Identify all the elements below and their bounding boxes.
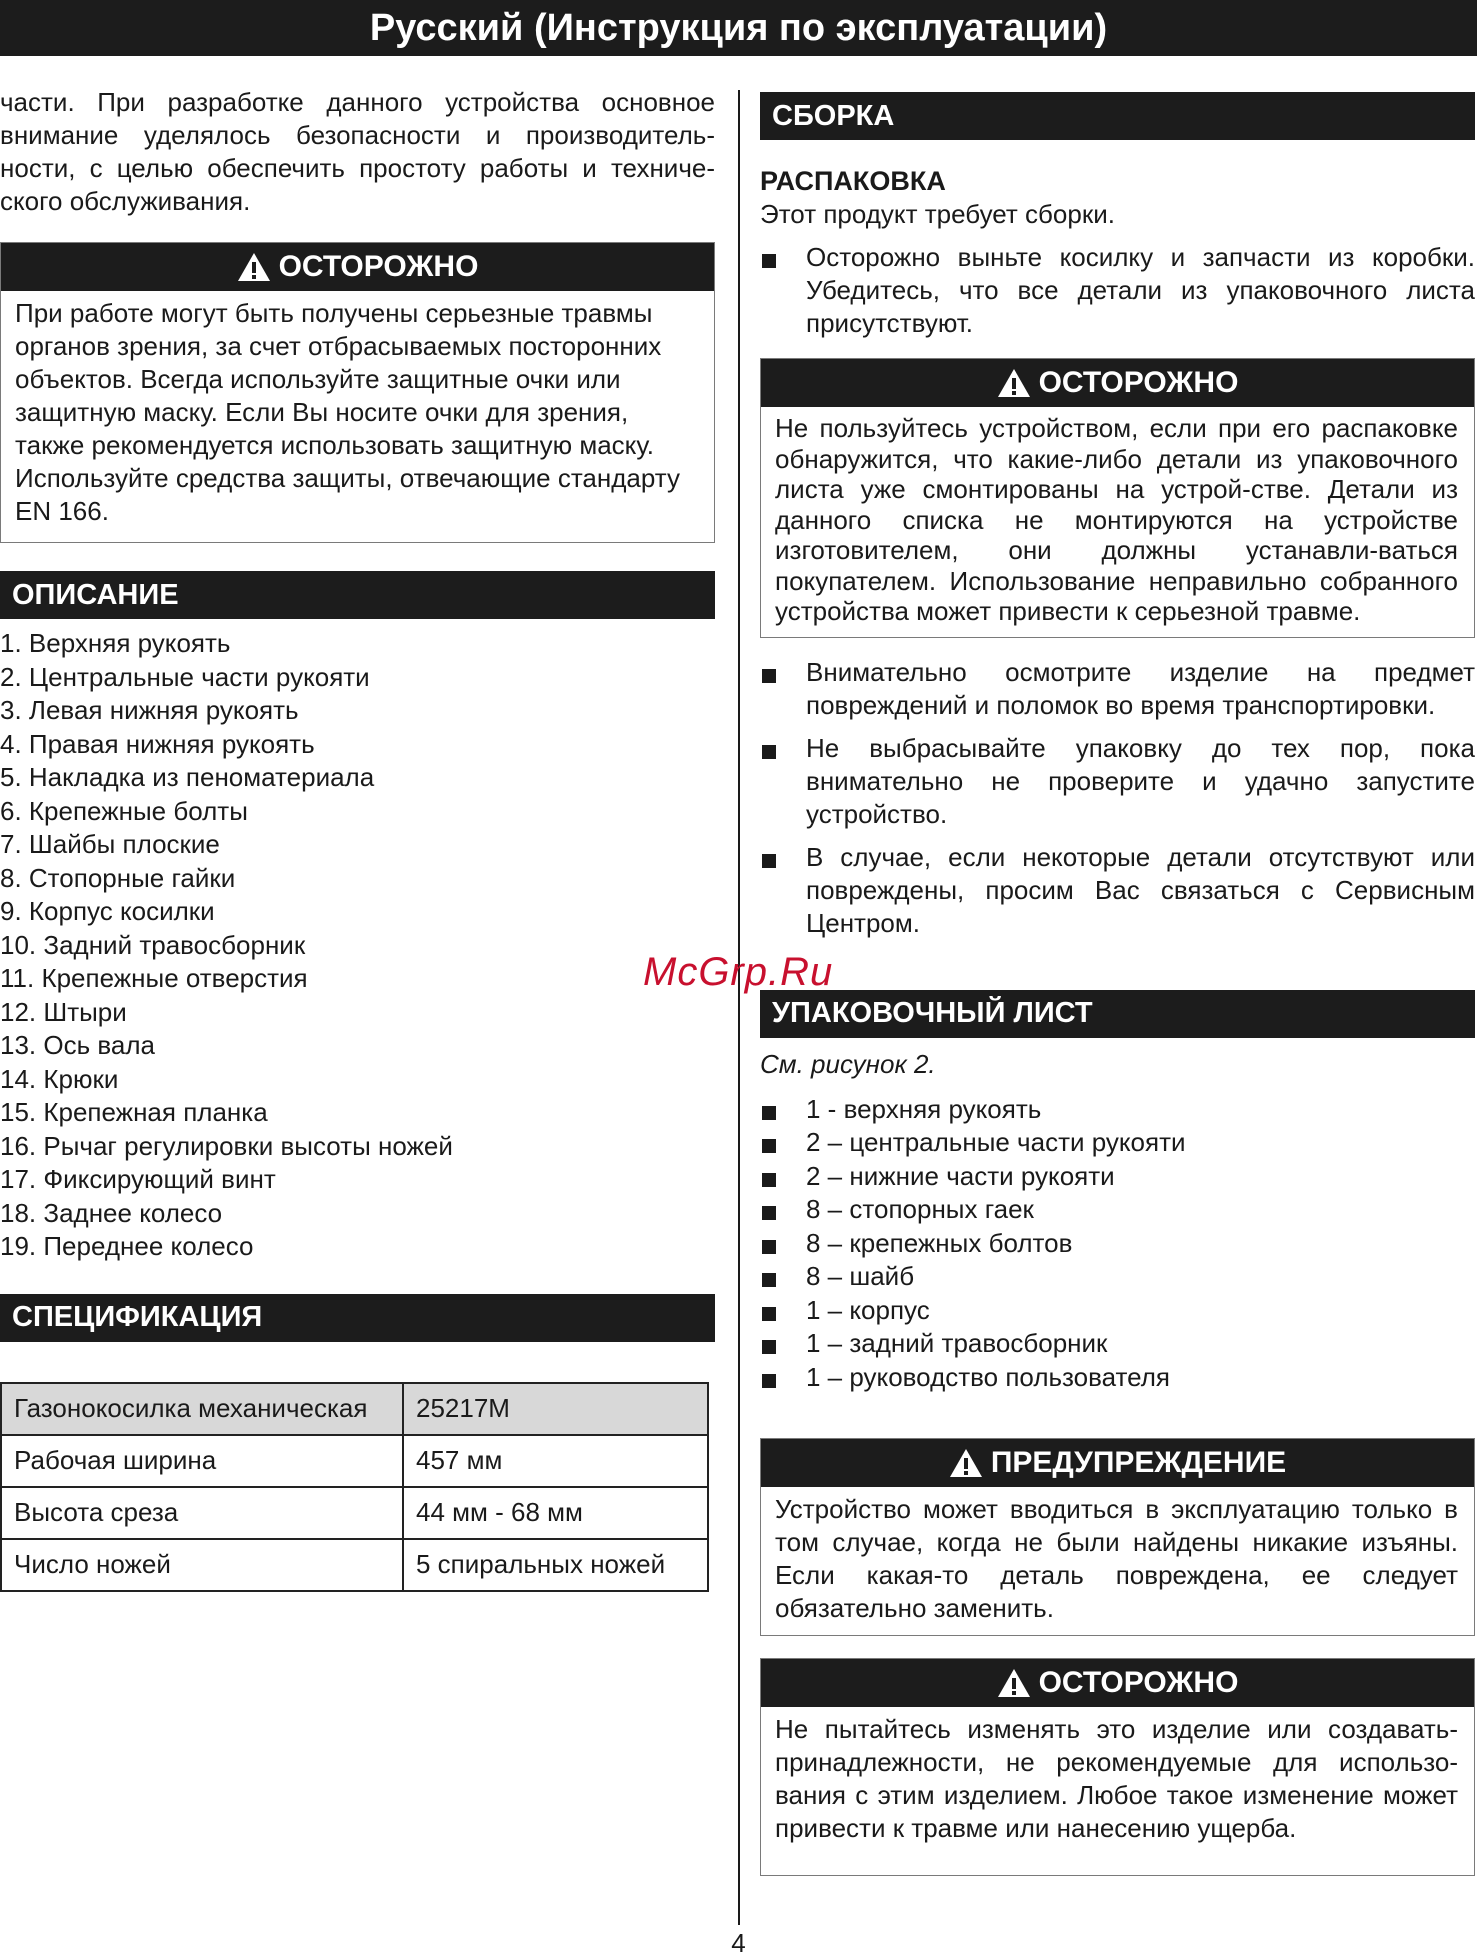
list-item: 1 - верхняя рукоять: [760, 1093, 1475, 1127]
list-item: 15. Крепежная планка: [0, 1097, 268, 1127]
list-item: 1. Верхняя рукоять: [0, 628, 231, 658]
unpacking-subtitle: РАСПАКОВКА: [760, 166, 946, 196]
warning-box-modifications: [760, 1658, 1475, 1876]
list-item: Осторожно выньте косилку и запчасти из коробки. Убедитесь, что все детали из упаковочного листа присутствуют.: [760, 241, 1475, 340]
page-title: Русский (Инструкция по эксплуатации): [369, 6, 1108, 49]
warning-title: ПРЕДУПРЕЖДЕНИЕ: [990, 1446, 1287, 1479]
packing-list-heading: [760, 990, 1475, 1038]
specification-table: [0, 1382, 709, 1592]
list-item: 2 – центральные части рукояти: [760, 1126, 1475, 1160]
list-item: 5. Накладка из пеноматериала: [0, 762, 375, 792]
description-title: ОПИСАНИЕ: [12, 578, 179, 611]
warning-title: ОСТОРОЖНО: [1038, 1666, 1239, 1699]
list-item: 1 – задний травосборник: [760, 1327, 1475, 1361]
unpack-bullet-list: [760, 241, 1475, 340]
list-item: 8 – шайб: [760, 1260, 1475, 1294]
list-item: 8 – крепежных болтов: [760, 1227, 1475, 1261]
list-item: 6. Крепежные болты: [0, 795, 248, 826]
list-item: 17. Фиксирующий винт: [0, 1164, 276, 1194]
warning-header: [761, 1659, 1474, 1707]
list-item: 9. Корпус косилки: [0, 896, 215, 926]
warning-box-defects: [760, 1438, 1475, 1636]
spec-label: Газонокосилка механическая: [1, 1383, 403, 1435]
warning-text: Устройство может вводиться в эксплуатацию только в том случае, когда не были найдены никакие изъяны. Если какая-то деталь повреждена, ее следует обязательно заменить.: [775, 1494, 1458, 1623]
list-item: 10. Задний травосборник: [0, 929, 306, 960]
spec-value: 5 спиральных ножей: [403, 1539, 708, 1591]
list-item: 2 – нижние части рукояти: [760, 1160, 1475, 1194]
warning-title: ОСТОРОЖНО: [278, 250, 479, 283]
list-item: 12. Штыри: [0, 996, 127, 1027]
column-divider: [738, 90, 740, 1925]
list-item: 11. Крепежные отверстия: [0, 963, 308, 993]
packing-list-title: УПАКОВОЧНЫЙ ЛИСТ: [772, 997, 1093, 1029]
warning-text: При работе могут быть получены серьезные травмы органов зрения, за счет отбрасываемых посторонних объектов. Всегда используйте защитные очки или защитную маску. Если Вы носите очки для зрения, также рекомендуется использовать защитную маску. Используйте средства защиты, отвечающие стандарту EN 166.: [15, 298, 680, 526]
warning-triangle-icon: [997, 1668, 1031, 1698]
table-row: [1, 1383, 708, 1435]
spec-label: Высота среза: [1, 1487, 403, 1539]
watermark: McGrp.Ru: [643, 950, 834, 994]
page-header: [0, 0, 1477, 56]
table-row: [1, 1539, 708, 1591]
warning-triangle-icon: [949, 1448, 983, 1478]
specification-heading: [0, 1294, 715, 1342]
warning-title: ОСТОРОЖНО: [1038, 366, 1239, 399]
left-column: [0, 86, 715, 1592]
list-item: 14. Крюки: [0, 1063, 119, 1094]
assembly-heading: [760, 92, 1475, 140]
spec-label: Число ножей: [1, 1539, 403, 1591]
list-item: 4. Правая нижняя рукоять: [0, 728, 315, 759]
warning-box-eye-protection: [0, 242, 715, 543]
inspection-bullet-list: [760, 656, 1475, 940]
list-item: 1 – руководство пользователя: [760, 1361, 1475, 1395]
assembly-title: СБОРКА: [772, 99, 895, 132]
packing-list: [760, 1093, 1475, 1395]
spec-value: 25217M: [403, 1383, 708, 1435]
warning-text: Не пытайтесь изменять это изделие или создавать-принадлежности, не рекомендуемые для использо-вания с этим изделием. Любое такое изменение может привести к травме или нанесению ущерба.: [775, 1714, 1458, 1843]
list-item: Не выбрасывайте упаковку до тех пор, пока внимательно не проверите и удачно запустите устройство.: [760, 732, 1475, 831]
intro-paragraph: части. При разработке данного устройства основное внимание уделялось безопасности и производитель-ности, с целью обеспечить простоту работы и техниче-ского обслуживания.: [0, 87, 715, 216]
list-item: 2. Центральные части рукояти: [0, 661, 370, 692]
warning-triangle-icon: [997, 368, 1031, 398]
list-item: 19. Переднее колесо: [0, 1231, 254, 1261]
list-item: 8 – стопорных гаек: [760, 1193, 1475, 1227]
right-column: [760, 92, 1475, 1876]
specification-title: СПЕЦИФИКАЦИЯ: [12, 1301, 263, 1333]
description-list: [0, 627, 715, 1264]
list-item: 8. Стопорные гайки: [0, 862, 236, 893]
list-item: 7. Шайбы плоские: [0, 829, 220, 859]
warning-header: [1, 243, 714, 291]
spec-value: 457 мм: [403, 1435, 708, 1487]
list-item: 16. Рычаг регулировки высоты ножей: [0, 1130, 453, 1161]
figure-reference: См. рисунок 2.: [760, 1048, 936, 1079]
spec-value: 44 мм - 68 мм: [403, 1487, 708, 1539]
list-item: 1 – корпус: [760, 1294, 1475, 1328]
list-item: 18. Заднее колесо: [0, 1197, 223, 1228]
warning-box-preassembled: [760, 358, 1475, 638]
warning-triangle-icon: [237, 252, 271, 282]
assembly-intro: Этот продукт требует сборки.: [760, 199, 1115, 229]
warning-header: [761, 359, 1474, 407]
list-item: 3. Левая нижняя рукоять: [0, 695, 299, 725]
table-row: [1, 1487, 708, 1539]
warning-header: [761, 1439, 1474, 1487]
table-row: [1, 1435, 708, 1487]
spec-label: Рабочая ширина: [1, 1435, 403, 1487]
description-heading: [0, 571, 715, 619]
page-number: 4: [731, 1928, 746, 1958]
list-item: Внимательно осмотрите изделие на предмет повреждений и поломок во время транспортировки.: [760, 656, 1475, 722]
warning-text: Не пользуйтесь устройством, если при его распаковке обнаружится, что какие-либо детали из упаковочного листа уже смонтированы на устрой-стве. Детали из данного списка не монтируются на устройстве изготовителем, они должны устанавли-ваться покупателем. Использование неправильно собранного устройства может привести к серьезной травме.: [775, 413, 1458, 626]
list-item: 13. Ось вала: [0, 1030, 155, 1060]
list-item: В случае, если некоторые детали отсутствуют или повреждены, просим Вас связаться с Сервисным Центром.: [760, 841, 1475, 940]
